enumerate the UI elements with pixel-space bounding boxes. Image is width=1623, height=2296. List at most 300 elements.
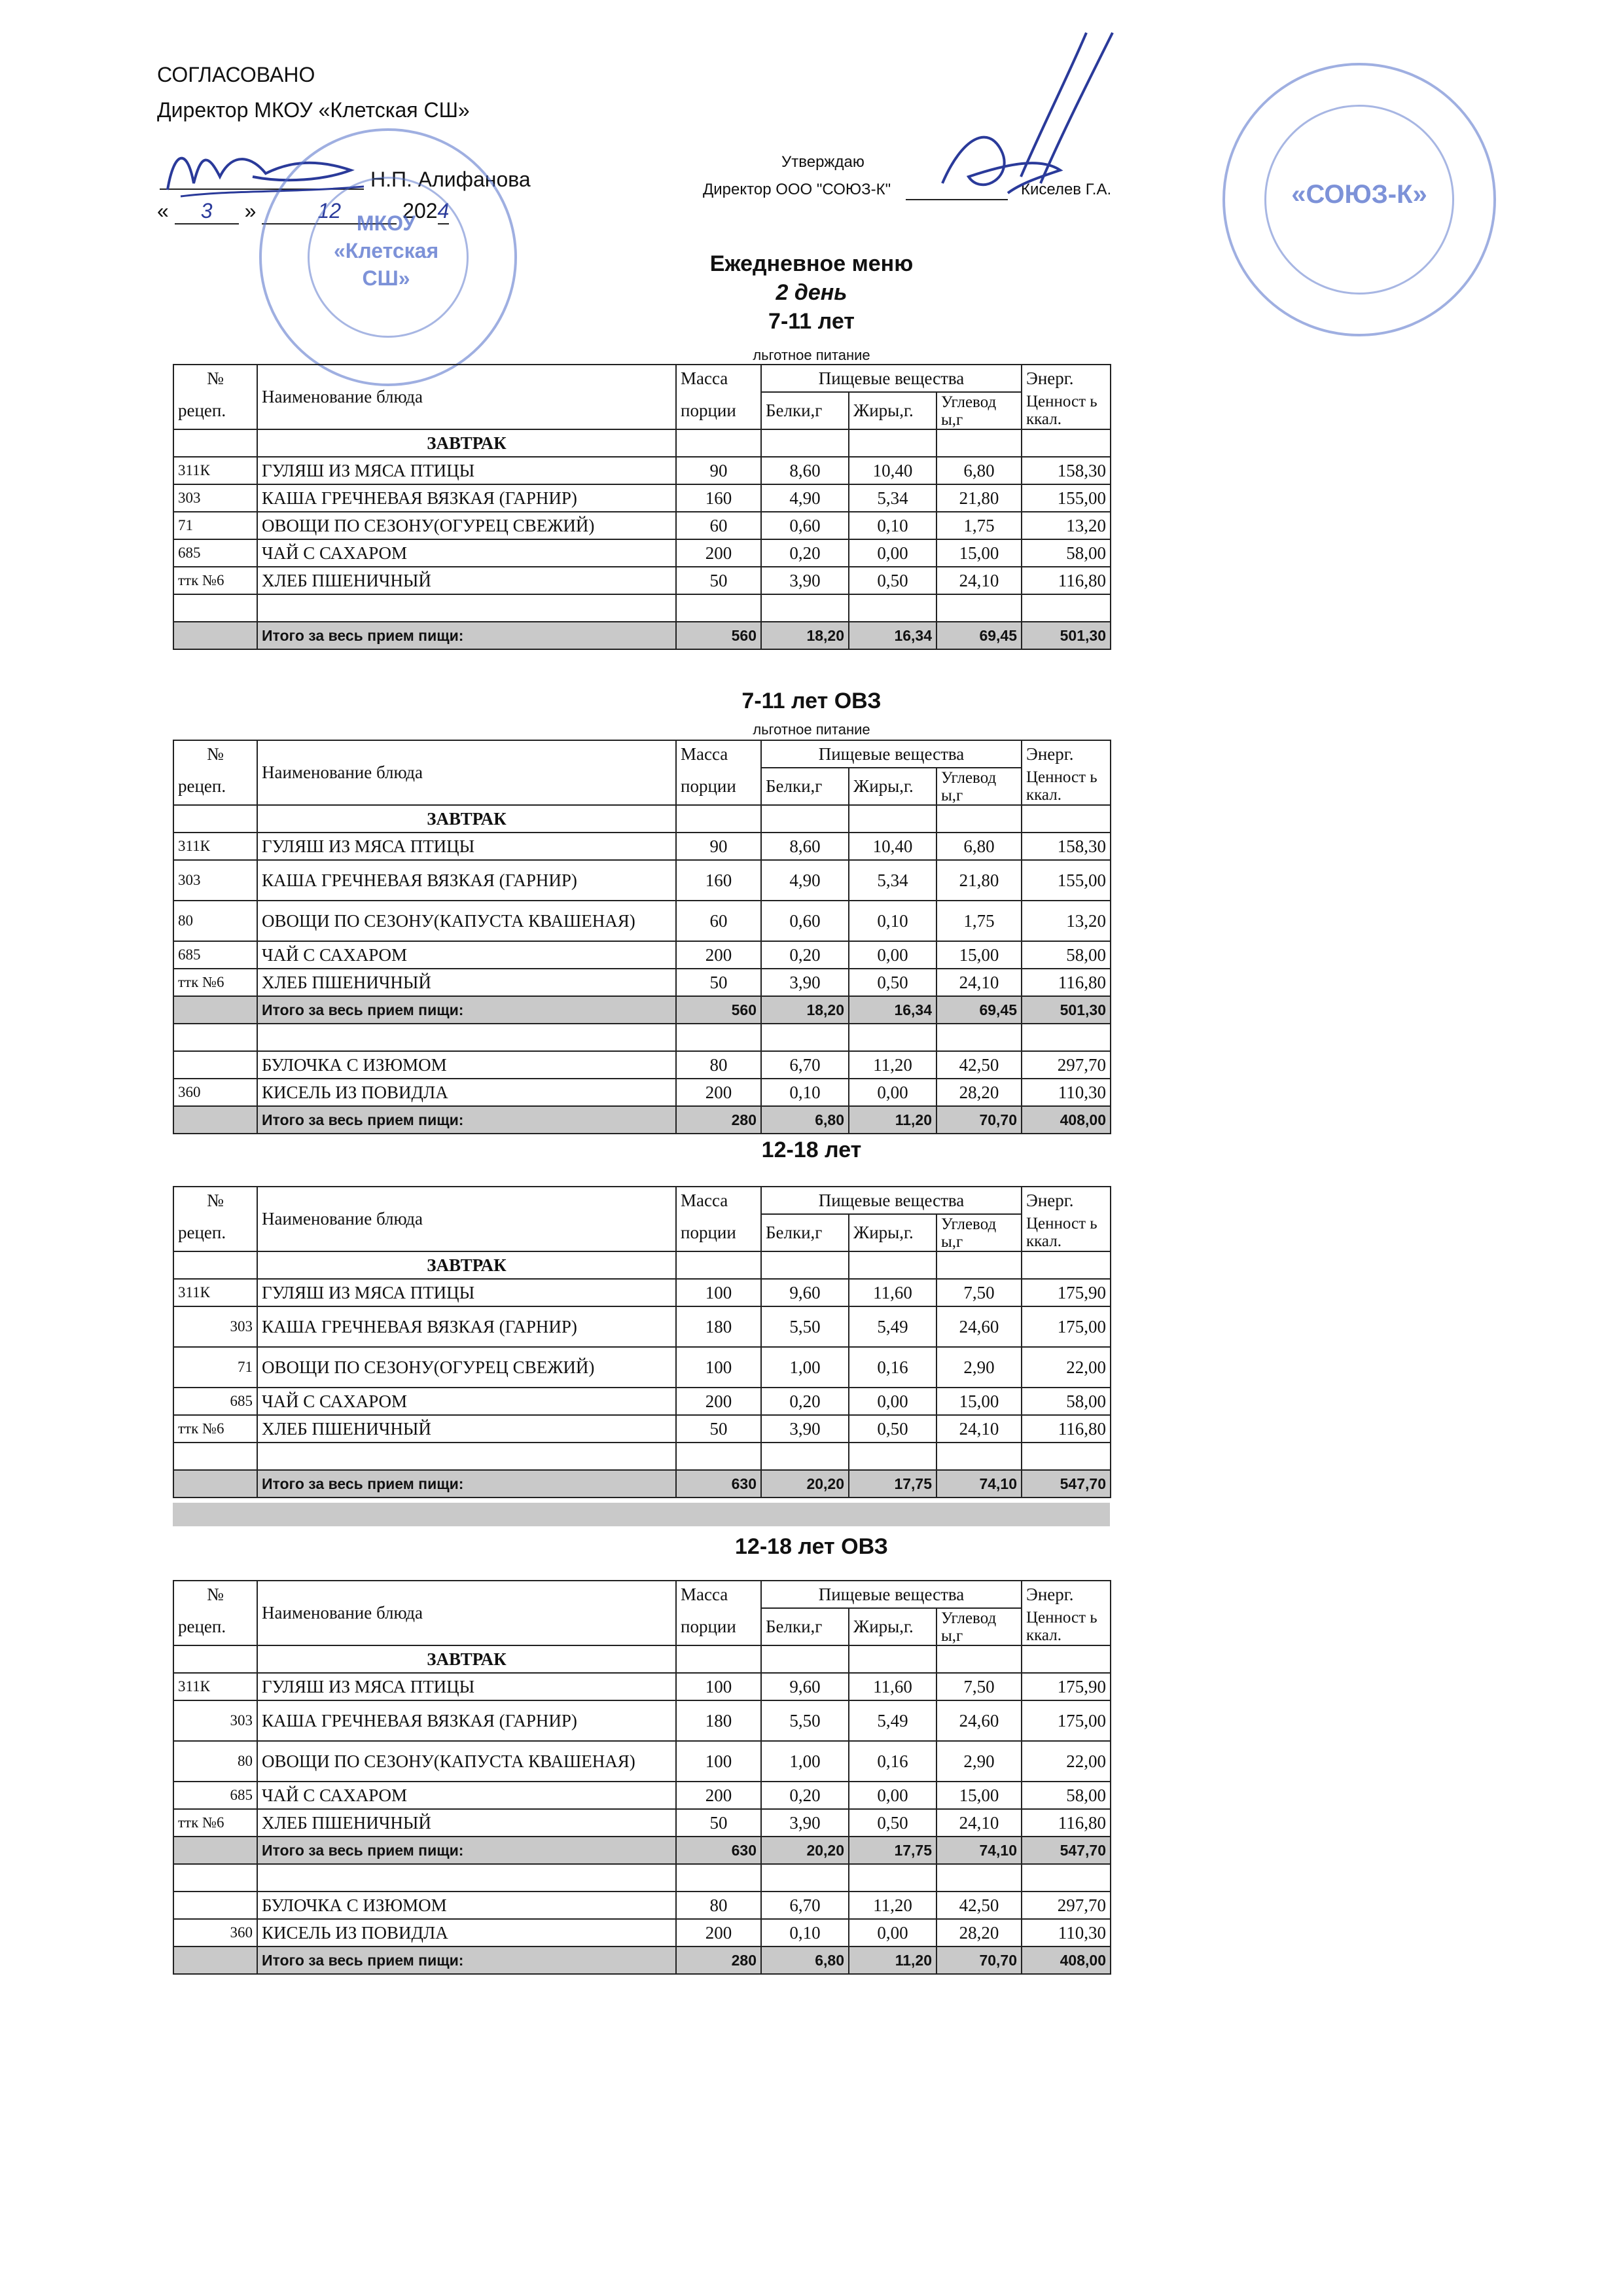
col-nutrients: Пищевые вещества (761, 1581, 1022, 1608)
dish-name: КАША ГРЕЧНЕВАЯ ВЯЗКАЯ (ГАРНИР) (257, 484, 676, 512)
col-num-bottom: рецеп. (173, 1214, 257, 1251)
protein-value: 3,90 (761, 1415, 849, 1443)
fat-value: 0,50 (849, 567, 936, 594)
col-num-top: № (173, 740, 257, 768)
col-energy-bottom: Ценност ь ккал. (1022, 1214, 1111, 1251)
meal-label: ЗАВТРАК (257, 1645, 676, 1673)
section-note: льготное питание (753, 347, 870, 363)
protein-value: 3,90 (761, 1809, 849, 1837)
carbs-value: 15,00 (936, 539, 1022, 567)
date-month: 12 (262, 199, 397, 224)
energy-value: 22,00 (1022, 1741, 1111, 1782)
dish-name: ГУЛЯШ ИЗ МЯСА ПТИЦЫ (257, 1279, 676, 1306)
carbs-value: 21,80 (936, 484, 1022, 512)
energy-value: 58,00 (1022, 1782, 1111, 1809)
fat-value: 0,10 (849, 512, 936, 539)
col-energy-top: Энерг. (1022, 1581, 1111, 1608)
protein-value: 3,90 (761, 567, 849, 594)
menu-row (173, 1306, 1111, 1347)
total-row (173, 996, 1111, 1024)
recipe-code: 71 (173, 512, 257, 539)
total-energy: 501,30 (1022, 622, 1111, 649)
blank-row (173, 594, 1111, 622)
dish-name: ГУЛЯШ ИЗ МЯСА ПТИЦЫ (257, 457, 676, 484)
portion-mass: 50 (676, 1809, 761, 1837)
meal-label: ЗАВТРАК (257, 429, 676, 457)
total-row (173, 1106, 1111, 1134)
recipe-code (173, 1892, 257, 1919)
col-mass-bottom: порции (676, 768, 761, 805)
portion-mass: 50 (676, 567, 761, 594)
total-label: Итого за весь прием пищи: (257, 996, 676, 1024)
menu-row (173, 1388, 1111, 1415)
portion-mass: 50 (676, 1415, 761, 1443)
col-nutrients: Пищевые вещества (761, 1187, 1022, 1214)
total-carbs: 74,10 (936, 1837, 1022, 1864)
energy-value: 22,00 (1022, 1347, 1111, 1388)
col-fat: Жиры,г. (849, 768, 936, 805)
total-mass: 280 (676, 1946, 761, 1974)
total-row (173, 1946, 1111, 1974)
blank-row (173, 1443, 1111, 1470)
menu-row (173, 1279, 1111, 1306)
menu-table-12-18-ovz (173, 1580, 1111, 1975)
col-carbs: Углевод ы,г (936, 392, 1022, 429)
col-protein: Белки,г (761, 1608, 849, 1645)
fat-value: 0,00 (849, 1782, 936, 1809)
fat-value: 11,60 (849, 1279, 936, 1306)
recipe-code: 685 (173, 941, 257, 969)
dish-name: ЧАЙ С САХАРОМ (257, 941, 676, 969)
portion-mass: 90 (676, 457, 761, 484)
total-blank (173, 996, 257, 1024)
total-carbs: 70,70 (936, 1946, 1022, 1974)
total-blank (173, 1837, 257, 1864)
recipe-code: 311К (173, 1279, 257, 1306)
col-energy-top: Энерг. (1022, 1187, 1111, 1214)
col-carbs: Углевод ы,г (936, 1608, 1022, 1645)
total-fat: 16,34 (849, 622, 936, 649)
protein-value: 1,00 (761, 1741, 849, 1782)
energy-value: 175,90 (1022, 1279, 1111, 1306)
col-nutrients: Пищевые вещества (761, 365, 1022, 392)
protein-value: 4,90 (761, 484, 849, 512)
menu-row (173, 833, 1111, 860)
col-nutrients: Пищевые вещества (761, 740, 1022, 768)
fat-value: 0,16 (849, 1347, 936, 1388)
energy-value: 175,90 (1022, 1673, 1111, 1700)
recipe-code: 311К (173, 457, 257, 484)
recipe-code: ттк №6 (173, 1415, 257, 1443)
meal-row (173, 1251, 1111, 1279)
total-label: Итого за весь прием пищи: (257, 622, 676, 649)
protein-value: 0,20 (761, 941, 849, 969)
stamp-left-text: МКОУ «Клетская СШ» (334, 211, 439, 290)
menu-table-12-18 (173, 1186, 1111, 1498)
meal-label: ЗАВТРАК (257, 1251, 676, 1279)
dish-name: ОВОЩИ ПО СЕЗОНУ(ОГУРЕЦ СВЕЖИЙ) (257, 512, 676, 539)
menu-row (173, 1809, 1111, 1837)
total-protein: 18,20 (761, 996, 849, 1024)
signature-right (890, 26, 1165, 223)
fat-value: 0,00 (849, 1388, 936, 1415)
menu-row (173, 1673, 1111, 1700)
total-protein: 20,20 (761, 1470, 849, 1498)
col-energy-bottom: Ценност ь ккал. (1022, 768, 1111, 805)
total-label: Итого за весь прием пищи: (257, 1470, 676, 1498)
col-mass-bottom: порции (676, 1608, 761, 1645)
carbs-value: 21,80 (936, 860, 1022, 901)
dish-name: КАША ГРЕЧНЕВАЯ ВЯЗКАЯ (ГАРНИР) (257, 860, 676, 901)
col-fat: Жиры,г. (849, 1214, 936, 1251)
recipe-code: ттк №6 (173, 1809, 257, 1837)
energy-value: 297,70 (1022, 1892, 1111, 1919)
carbs-value: 1,75 (936, 901, 1022, 941)
recipe-code: ттк №6 (173, 567, 257, 594)
col-energy-top: Энерг. (1022, 365, 1111, 392)
portion-mass: 50 (676, 969, 761, 996)
portion-mass: 180 (676, 1306, 761, 1347)
dish-name: ХЛЕБ ПШЕНИЧНЫЙ (257, 1809, 676, 1837)
recipe-code: 80 (173, 1741, 257, 1782)
section-heading: 7-11 лет ОВЗ (741, 689, 882, 713)
protein-value: 1,00 (761, 1347, 849, 1388)
energy-value: 116,80 (1022, 1809, 1111, 1837)
total-mass: 560 (676, 622, 761, 649)
fat-value: 0,00 (849, 539, 936, 567)
header-row (173, 365, 1111, 392)
total-energy: 547,70 (1022, 1837, 1111, 1864)
dish-name: ОВОЩИ ПО СЕЗОНУ(КАПУСТА КВАШЕНАЯ) (257, 1741, 676, 1782)
menu-day: 2 день (776, 280, 847, 305)
fat-value: 11,60 (849, 1673, 936, 1700)
dish-name: ЧАЙ С САХАРОМ (257, 539, 676, 567)
total-mass: 630 (676, 1837, 761, 1864)
recipe-code: 303 (173, 860, 257, 901)
menu-row (173, 539, 1111, 567)
menu-row (173, 901, 1111, 941)
section-heading: 12-18 лет (761, 1138, 862, 1162)
dish-name: КАША ГРЕЧНЕВАЯ ВЯЗКАЯ (ГАРНИР) (257, 1306, 676, 1347)
extra-menu-row (173, 1892, 1111, 1919)
portion-mass: 200 (676, 1388, 761, 1415)
total-blank (173, 1946, 257, 1974)
total-fat: 17,75 (849, 1470, 936, 1498)
recipe-code: 303 (173, 1306, 257, 1347)
energy-value: 155,00 (1022, 860, 1111, 901)
fat-value: 0,50 (849, 1415, 936, 1443)
section-heading: 7-11 лет (768, 309, 855, 334)
grey-band (173, 1503, 1110, 1526)
section-heading: 12-18 лет ОВЗ (735, 1534, 888, 1559)
fat-value: 0,00 (849, 1919, 936, 1946)
col-num-bottom: рецеп. (173, 768, 257, 805)
dish-name: ХЛЕБ ПШЕНИЧНЫЙ (257, 567, 676, 594)
fat-value: 10,40 (849, 833, 936, 860)
recipe-code: 311К (173, 1673, 257, 1700)
fat-value: 5,34 (849, 860, 936, 901)
carbs-value: 24,10 (936, 567, 1022, 594)
protein-value: 6,70 (761, 1892, 849, 1919)
menu-row (173, 567, 1111, 594)
recipe-code: 311К (173, 833, 257, 860)
total-mass: 280 (676, 1106, 761, 1134)
col-fat: Жиры,г. (849, 1608, 936, 1645)
section-note: льготное питание (753, 721, 870, 738)
protein-value: 9,60 (761, 1279, 849, 1306)
recipe-code: 685 (173, 1782, 257, 1809)
col-mass-bottom: порции (676, 1214, 761, 1251)
energy-value: 110,30 (1022, 1079, 1111, 1106)
total-protein: 6,80 (761, 1106, 849, 1134)
protein-value: 0,60 (761, 512, 849, 539)
menu-row (173, 1700, 1111, 1741)
carbs-value: 28,20 (936, 1079, 1022, 1106)
energy-value: 13,20 (1022, 901, 1111, 941)
total-fat: 17,75 (849, 1837, 936, 1864)
total-carbs: 74,10 (936, 1470, 1022, 1498)
col-energy-bottom: Ценност ь ккал. (1022, 392, 1111, 429)
carbs-value: 24,10 (936, 1809, 1022, 1837)
total-energy: 547,70 (1022, 1470, 1111, 1498)
carbs-value: 15,00 (936, 1388, 1022, 1415)
portion-mass: 200 (676, 1782, 761, 1809)
extra-menu-row (173, 1079, 1111, 1106)
director-right-name: Киселев Г.А. (1021, 181, 1112, 198)
dish-name: ГУЛЯШ ИЗ МЯСА ПТИЦЫ (257, 833, 676, 860)
portion-mass: 100 (676, 1279, 761, 1306)
menu-row (173, 1741, 1111, 1782)
recipe-code: 303 (173, 1700, 257, 1741)
recipe-code: 71 (173, 1347, 257, 1388)
fat-value: 5,49 (849, 1306, 936, 1347)
total-row (173, 1837, 1111, 1864)
col-protein: Белки,г (761, 768, 849, 805)
col-mass-bottom: порции (676, 392, 761, 429)
fat-value: 5,34 (849, 484, 936, 512)
fat-value: 5,49 (849, 1700, 936, 1741)
col-carbs: Углевод ы,г (936, 768, 1022, 805)
fat-value: 0,16 (849, 1741, 936, 1782)
portion-mass: 200 (676, 539, 761, 567)
protein-value: 0,20 (761, 1782, 849, 1809)
energy-value: 110,30 (1022, 1919, 1111, 1946)
fat-value: 0,10 (849, 901, 936, 941)
portion-mass: 180 (676, 1700, 761, 1741)
dish-name: ЧАЙ С САХАРОМ (257, 1782, 676, 1809)
fat-value: 0,50 (849, 1809, 936, 1837)
energy-value: 58,00 (1022, 941, 1111, 969)
portion-mass: 80 (676, 1051, 761, 1079)
date-year: 202 (402, 199, 438, 223)
fat-value: 11,20 (849, 1892, 936, 1919)
carbs-value: 7,50 (936, 1673, 1022, 1700)
meal-row (173, 805, 1111, 833)
fat-value: 0,00 (849, 1079, 936, 1106)
total-blank (173, 1106, 257, 1134)
col-fat: Жиры,г. (849, 392, 936, 429)
menu-row (173, 457, 1111, 484)
portion-mass: 100 (676, 1673, 761, 1700)
portion-mass: 200 (676, 1079, 761, 1106)
menu-row (173, 1782, 1111, 1809)
energy-value: 13,20 (1022, 512, 1111, 539)
energy-value: 297,70 (1022, 1051, 1111, 1079)
total-mass: 630 (676, 1470, 761, 1498)
energy-value: 158,30 (1022, 457, 1111, 484)
portion-mass: 160 (676, 860, 761, 901)
energy-value: 158,30 (1022, 833, 1111, 860)
energy-value: 58,00 (1022, 1388, 1111, 1415)
protein-value: 4,90 (761, 860, 849, 901)
col-dish: Наименование блюда (257, 1187, 676, 1251)
menu-row (173, 1347, 1111, 1388)
protein-value: 0,20 (761, 1388, 849, 1415)
col-mass-top: Масса (676, 1187, 761, 1214)
recipe-code: 303 (173, 484, 257, 512)
blank-row (173, 1024, 1111, 1051)
portion-mass: 100 (676, 1347, 761, 1388)
col-mass-top: Масса (676, 740, 761, 768)
portion-mass: 200 (676, 941, 761, 969)
carbs-value: 7,50 (936, 1279, 1022, 1306)
col-dish: Наименование блюда (257, 740, 676, 805)
menu-row (173, 860, 1111, 901)
recipe-code: 80 (173, 901, 257, 941)
portion-mass: 100 (676, 1741, 761, 1782)
col-num-bottom: рецеп. (173, 392, 257, 429)
recipe-code (173, 1051, 257, 1079)
director-left-title: Директор МКОУ «Клетская СШ» (157, 98, 470, 122)
menu-table-7-11-ovz (173, 740, 1111, 1134)
energy-value: 175,00 (1022, 1700, 1111, 1741)
menu-row (173, 1415, 1111, 1443)
total-mass: 560 (676, 996, 761, 1024)
dish-name: БУЛОЧКА С ИЗЮМОМ (257, 1051, 676, 1079)
header-row (173, 1581, 1111, 1608)
dish-name: ХЛЕБ ПШЕНИЧНЫЙ (257, 1415, 676, 1443)
energy-value: 116,80 (1022, 1415, 1111, 1443)
portion-mass: 160 (676, 484, 761, 512)
meal-row (173, 429, 1111, 457)
date-quote-close: » (244, 199, 257, 223)
header-row (173, 1187, 1111, 1214)
total-fat: 11,20 (849, 1106, 936, 1134)
carbs-value: 24,10 (936, 969, 1022, 996)
col-protein: Белки,г (761, 1214, 849, 1251)
carbs-value: 42,50 (936, 1051, 1022, 1079)
total-blank (173, 622, 257, 649)
total-fat: 11,20 (849, 1946, 936, 1974)
total-blank (173, 1470, 257, 1498)
director-right-title: Директор ООО "СОЮЗ-К" (703, 181, 891, 198)
col-dish: Наименование блюда (257, 1581, 676, 1645)
fat-value: 11,20 (849, 1051, 936, 1079)
recipe-code: 685 (173, 539, 257, 567)
extra-menu-row (173, 1051, 1111, 1079)
energy-value: 155,00 (1022, 484, 1111, 512)
menu-table-7-11 (173, 364, 1111, 650)
approve-label: Утверждаю (781, 153, 865, 171)
col-num-top: № (173, 365, 257, 392)
portion-mass: 80 (676, 1892, 761, 1919)
dish-name: ГУЛЯШ ИЗ МЯСА ПТИЦЫ (257, 1673, 676, 1700)
total-label: Итого за весь прием пищи: (257, 1946, 676, 1974)
protein-value: 0,10 (761, 1079, 849, 1106)
total-protein: 6,80 (761, 1946, 849, 1974)
carbs-value: 2,90 (936, 1741, 1022, 1782)
energy-value: 175,00 (1022, 1306, 1111, 1347)
meal-label: ЗАВТРАК (257, 805, 676, 833)
protein-value: 0,20 (761, 539, 849, 567)
portion-mass: 60 (676, 901, 761, 941)
energy-value: 116,80 (1022, 567, 1111, 594)
date-year-suffix: 4 (438, 199, 450, 224)
col-dish: Наименование блюда (257, 365, 676, 429)
protein-value: 3,90 (761, 969, 849, 996)
total-protein: 20,20 (761, 1837, 849, 1864)
dish-name: КИСЕЛЬ ИЗ ПОВИДЛА (257, 1079, 676, 1106)
col-protein: Белки,г (761, 392, 849, 429)
menu-title: Ежедневное меню (709, 251, 914, 276)
total-energy: 408,00 (1022, 1106, 1111, 1134)
protein-value: 5,50 (761, 1306, 849, 1347)
stamp-right-text: «СОЮЗ-К» (1291, 180, 1427, 209)
protein-value: 8,60 (761, 457, 849, 484)
carbs-value: 15,00 (936, 941, 1022, 969)
dish-name: ЧАЙ С САХАРОМ (257, 1388, 676, 1415)
portion-mass: 200 (676, 1919, 761, 1946)
total-energy: 408,00 (1022, 1946, 1111, 1974)
menu-row (173, 969, 1111, 996)
carbs-value: 1,75 (936, 512, 1022, 539)
carbs-value: 6,80 (936, 833, 1022, 860)
header-row (173, 740, 1111, 768)
protein-value: 5,50 (761, 1700, 849, 1741)
carbs-value: 2,90 (936, 1347, 1022, 1388)
carbs-value: 28,20 (936, 1919, 1022, 1946)
protein-value: 9,60 (761, 1673, 849, 1700)
total-energy: 501,30 (1022, 996, 1111, 1024)
dish-name: БУЛОЧКА С ИЗЮМОМ (257, 1892, 676, 1919)
recipe-code: 360 (173, 1919, 257, 1946)
carbs-value: 24,60 (936, 1306, 1022, 1347)
carbs-value: 15,00 (936, 1782, 1022, 1809)
protein-value: 0,10 (761, 1919, 849, 1946)
energy-value: 58,00 (1022, 539, 1111, 567)
carbs-value: 42,50 (936, 1892, 1022, 1919)
menu-row (173, 484, 1111, 512)
date-quote-open: « (157, 199, 169, 223)
protein-value: 6,70 (761, 1051, 849, 1079)
menu-row (173, 941, 1111, 969)
menu-row (173, 512, 1111, 539)
fat-value: 0,50 (849, 969, 936, 996)
col-carbs: Углевод ы,г (936, 1214, 1022, 1251)
meal-row (173, 1645, 1111, 1673)
agreed-label: СОГЛАСОВАНО (157, 63, 315, 86)
total-label: Итого за весь прием пищи: (257, 1837, 676, 1864)
col-num-bottom: рецеп. (173, 1608, 257, 1645)
energy-value: 116,80 (1022, 969, 1111, 996)
fat-value: 10,40 (849, 457, 936, 484)
total-row (173, 1470, 1111, 1498)
col-num-top: № (173, 1187, 257, 1214)
total-carbs: 69,45 (936, 622, 1022, 649)
dish-name: ОВОЩИ ПО СЕЗОНУ(ОГУРЕЦ СВЕЖИЙ) (257, 1347, 676, 1388)
dish-name: КИСЕЛЬ ИЗ ПОВИДЛА (257, 1919, 676, 1946)
blank-row (173, 1864, 1111, 1892)
